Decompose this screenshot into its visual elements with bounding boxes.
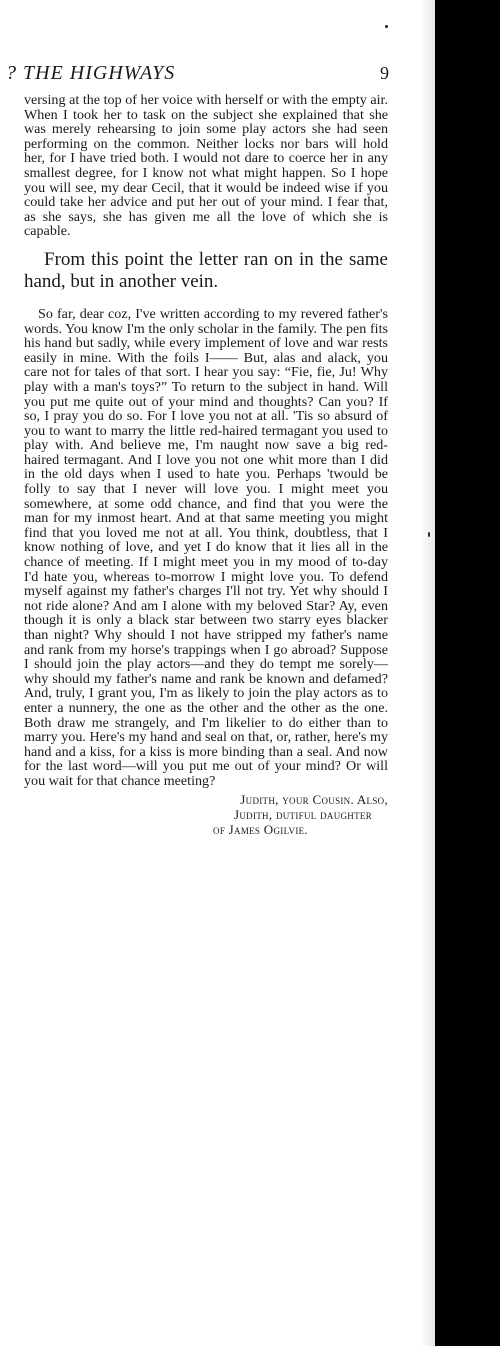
running-title: ? THE HIGHWAYS <box>6 62 176 84</box>
running-head <box>6 62 390 85</box>
signature-block <box>24 792 388 837</box>
page-number: 9 <box>380 63 390 83</box>
signature-line: Judith, dutiful daughter <box>234 806 372 822</box>
page-edge-shadow <box>420 0 435 1346</box>
paragraph: versing at the top of her voice with herself or with the empty air. When I took her to task on the subject she explained that she was merely rehearsing to join some play actors she had seen performing on the common. Neither locks nor bars will hold her, for I have tried both. I would not dare to coerce her in any smallest degree, for I know not what might happen. So I hope you will see, my dear Cecil, that it would be indeed wise if you could take her advice and put her out of your mind. I fear that, as she says, she has given me all the love of which she is capable. <box>24 92 388 240</box>
book-page <box>6 62 390 837</box>
scan-speck <box>428 532 430 537</box>
signature-line: of James Ogilvie. <box>213 821 308 837</box>
scan-speck <box>385 25 388 28</box>
letter-body: So far, dear coz, I've written according to my revered father's words. You know I'm the only scholar in the family. The pen fits his hand but sadly, while every implement of love and war rests easily in mine. With the foils I—— But, alas and alack, you care not for tales of that sort. I hear you say: “Fie, fie, Ju! Why play with a man's toys?” To return to the subject in hand. Will you put me quite out of your mind and thoughts? Can you? If so, I pray you do so. For I love you not at all. 'Tis so absurd of you to want to marry the little red-haired termagant you used to play with. And believe me, I'm naught now save a big red-haired termagant. And I love you not one whit more than I did in the old days when I used to hate you. Perhaps 'twould be folly to say that I never will love you. I might meet you somewhere, at some odd chance, and find that you were the man for my inmost heart. And at that same meeting you might find that you loved me not at all. You think, doubtless, that I know nothing of love, and yet I do know that it lies all in the chance of meeting. If I might meet you in my mood of to-day I'd hate you, whereas to-morrow I might love you. To defend myself against my father's charges I'll not try. Yet why should I not ride alone? And am I alone with my beloved Star? Ay, even though it is only a black star between two starry eyes blacker than night? Why should I not have stripped my father's name and rank from my horse's trappings when I go abroad? Suppose I should join the play actors—and they do tempt me sorely—why should my father's name and rank be known and defamed? And, truly, I grant you, I'm as likely to join the play actors as to enter a nunnery, the one as the other and the other as the one. Both draw me strangely, and I'm likelier to do either than to marry you. Here's my hand and seal on that, or, rather, here's my hand and a kiss, for a kiss is more binding than a seal. And now for the last word—will you put me out of your mind? Or will you wait for that chance meeting? <box>24 305 388 789</box>
interlude-heading: From this point the letter ran on in the same hand, but in another vein. <box>24 248 388 292</box>
scan-dark-margin <box>435 0 500 1346</box>
signature-line: Judith, your Cousin. Also, <box>240 791 388 807</box>
